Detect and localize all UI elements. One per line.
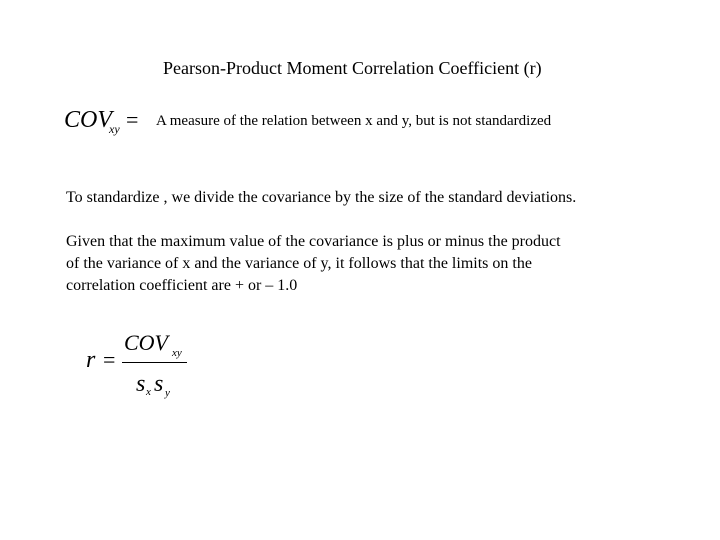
slide-title: Pearson-Product Moment Correlation Coefficient (r) — [163, 58, 542, 78]
formula-numerator-subscript: xy — [172, 347, 182, 359]
formula-denominator-sub-x: x — [146, 386, 151, 398]
covariance-definition — [64, 104, 664, 144]
formula-numerator: COV — [124, 330, 168, 355]
standardize-paragraph: To standardize , we divide the covariance by the size of the standard deviations. — [66, 189, 577, 206]
fraction-bar — [122, 362, 187, 363]
cov-symbol: COV — [64, 107, 112, 133]
formula-equals-sign: = — [103, 347, 116, 372]
formula-denominator-s2: s — [154, 371, 164, 397]
cov-subscript: xy — [109, 122, 120, 136]
limits-paragraph — [66, 231, 656, 297]
formula-r: r — [86, 347, 96, 373]
limits-paragraph-line: of the variance of x and the variance of y, it follows that the limits on the — [66, 255, 532, 272]
cov-description: A measure of the relation between x and y, but is not standardized — [156, 113, 552, 129]
formula-denominator-s1: s — [136, 371, 146, 397]
cov-equals-sign: = — [126, 107, 139, 132]
limits-paragraph-line: correlation coefficient are + or – 1.0 — [66, 277, 298, 294]
correlation-formula — [86, 326, 226, 406]
formula-denominator-sub-y: y — [165, 387, 170, 399]
limits-paragraph-line: Given that the maximum value of the covariance is plus or minus the product — [66, 233, 561, 250]
